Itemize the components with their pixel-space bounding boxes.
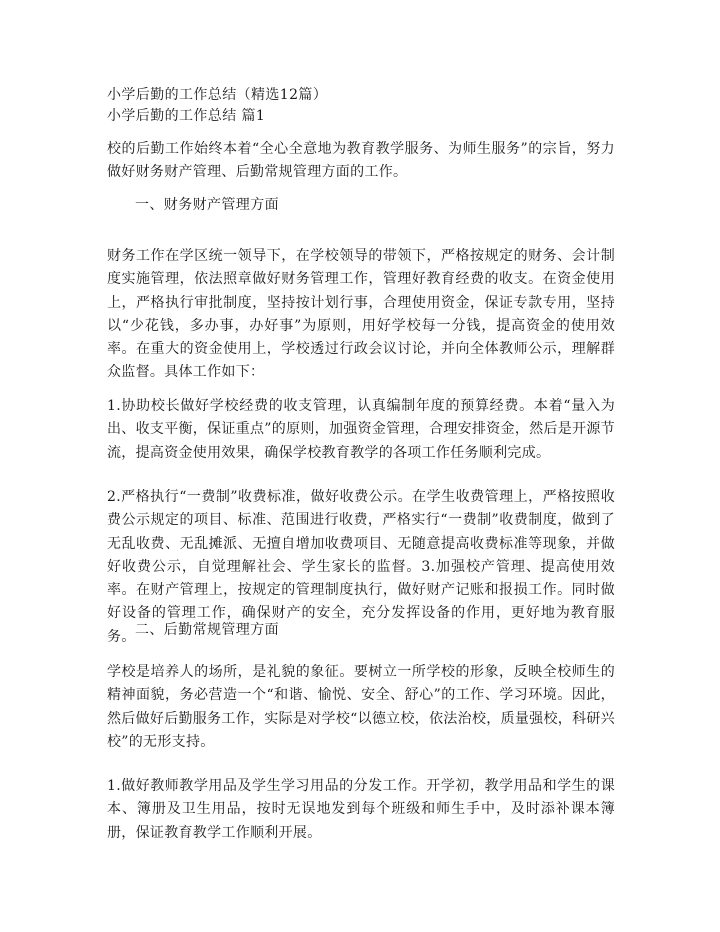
finance-item-2-paragraph: 2.严格执行“一费制”收费标准，做好收费公示。在学生收费管理上，严格按照收费公示规定的项目、标准、范围进行收费，严格实行“一费制”收费制度，做到了无乱收费、无乱摊派、无擅自增加收费项目、无随意提高收费标准等现象，并做好收费公示，自觉理解社会、学生家长的监督。3.加强校产管理、提高使用效率。在财产管理上，按规定的管理制度执行，做好财产记账和报损工作。同时做好设备的管理工作，确保财产的安全，充分发挥设备的作用，更好地为教育服务。: [107, 489, 615, 645]
section-heading-finance: 一、财务财产管理方面: [135, 197, 279, 213]
finance-item-1-paragraph: 1.协助校长做好学校经费的收支管理，认真编制年度的预算经费。本着“量入为出、收支平衡，保证重点”的原则，加强资金管理，合理安排资金，然后是开源节流，提高资金使用效果，确保学校教育教学的各项工作任务顺利完成。: [107, 398, 615, 461]
finance-paragraph: 财务工作在学区统一领导下，在学校领导的带领下，严格按规定的财务、会计制度实施管理，依法照章做好财务管理工作，管理好教育经费的收支。在资金使用上，严格执行审批制度，坚持按计划行事，合理使用资金，保证专款专用，坚持以“少花钱，多办事，办好事”为原则，用好学校每一分钱，提高资金的使用效率。在重大的资金使用上，学校透过行政会议讨论，并向全体教师公示，理解群众监督。具体工作如下：: [107, 248, 615, 381]
section-heading-logistics: 二、后勤常规管理方面: [135, 622, 279, 638]
logistics-item-1-paragraph: 1.做好教师教学用品及学生学习用品的分发工作。开学初，教学用品和学生的课本、簿册及卫生用品，按时无误地发到每个班级和师生手中，及时添补课本簿册，保证教育教学工作顺利开展。: [107, 778, 615, 841]
logistics-paragraph: 学校是培养人的场所，是礼貌的象征。要树立一所学校的形象，反映全校师生的精神面貌，务必营造一个“和谐、愉悦、安全、舒心”的工作、学习环境。因此，然后做好后勤服务工作，实际是对学校“以德立校，依法治校，质量强校，科研兴校”的无形支持。: [107, 664, 615, 750]
document-subtitle: 小学后勤的工作总结 篇1: [107, 108, 266, 124]
document-title: 小学后勤的工作总结（精选12篇）: [107, 87, 328, 103]
intro-paragraph: 校的后勤工作始终本着“全心全意地为教育教学服务、为师生服务”的宗旨，努力做好财务财产管理、后勤常规管理方面的工作。: [107, 141, 615, 181]
